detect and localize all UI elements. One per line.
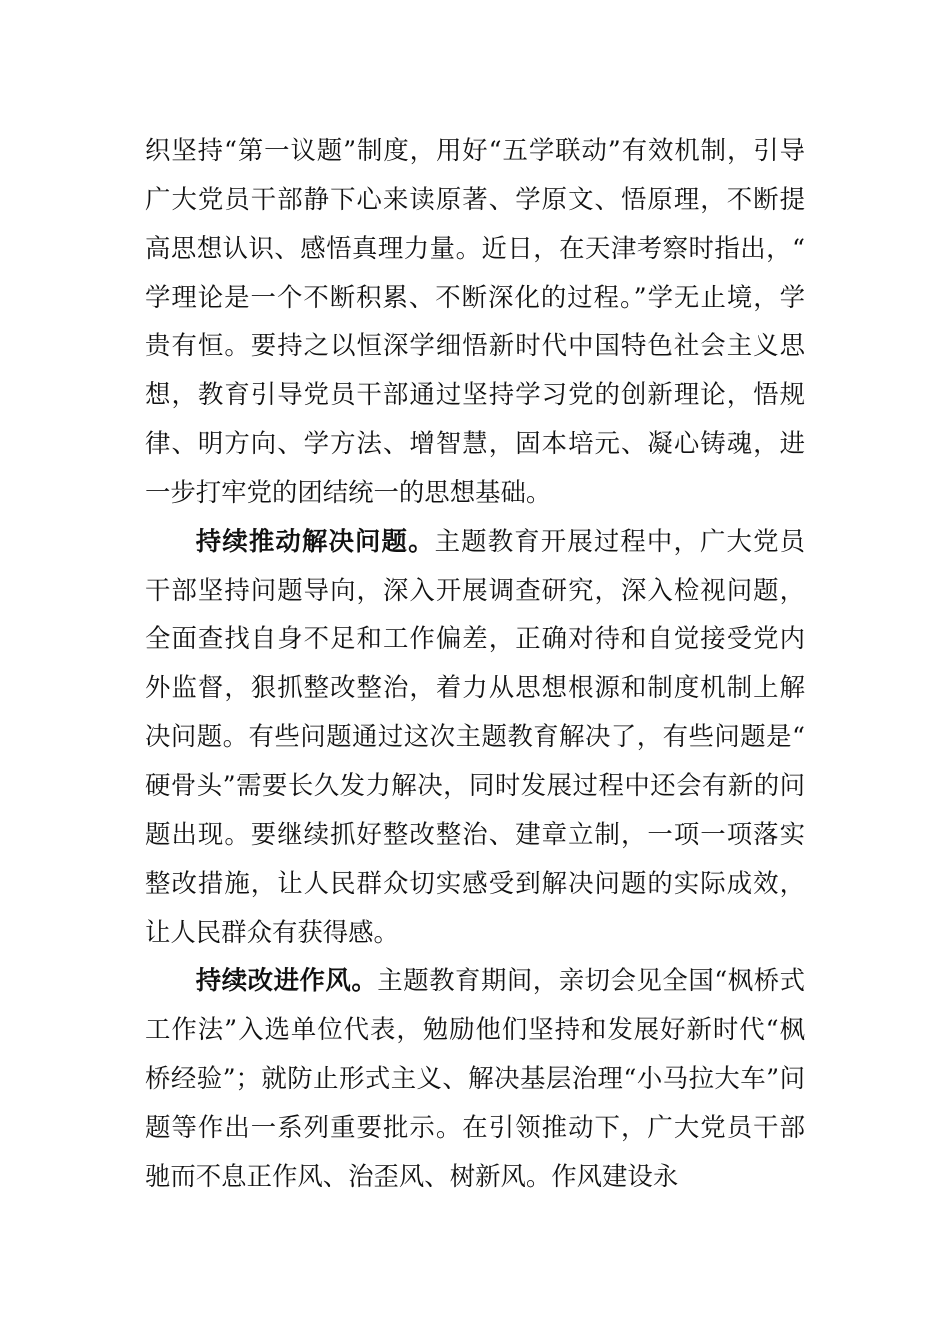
paragraph-heading: 持续推动解决问题。 xyxy=(195,525,435,556)
paragraph-improve-style xyxy=(145,956,805,1200)
paragraph-text: 主题教育期间，亲切会见全国“枫桥式工作法”入选单位代表，勉励他们坚持和发展好新时代“枫桥经验”；就防止形式主义、解决基层治理“小马拉大车”问题等作出一系列重要批示。在引领推动下，广大党员干部驰而不息正作风、治歪风、树新风。作风建设永 xyxy=(145,965,806,1191)
paragraph-solve-problems xyxy=(145,517,805,957)
document-page xyxy=(145,126,805,1201)
paragraph-text: 主题教育开展过程中，广大党员干部坚持问题导向，深入开展调查研究，深入检视问题，全面查找自身不足和工作偏差，正确对待和自觉接受党内外监督，狠抓整改整治，着力从思想根源和制度机制上解决问题。有些问题通过这次主题教育解决了，有些问题是“硬骨头”需要长久发力解决，同时发展过程中还会有新的问题出现。要继续抓好整改整治、建章立制，一项一项落实整改措施，让人民群众切实感受到解决问题的实际成效，让人民群众有获得感。 xyxy=(145,525,806,947)
paragraph-continued xyxy=(145,126,805,517)
paragraph-heading: 持续改进作风。 xyxy=(195,965,378,996)
paragraph-text: 织坚持“第一议题”制度，用好“五学联动”有效机制，引导广大党员干部静下心来读原著、学原文、悟原理，不断提高思想认识、感悟真理力量。近日，在天津考察时指出，“学理论是一个不断积累、不断深化的过程。”学无止境，学贵有恒。要持之以恒深学细悟新时代中国特色社会主义思想，教育引导党员干部通过坚持学习党的创新理论，悟规律、明方向、学方法、增智慧，固本培元、凝心铸魂，进一步打牢党的团结统一的思想基础。 xyxy=(145,135,805,507)
